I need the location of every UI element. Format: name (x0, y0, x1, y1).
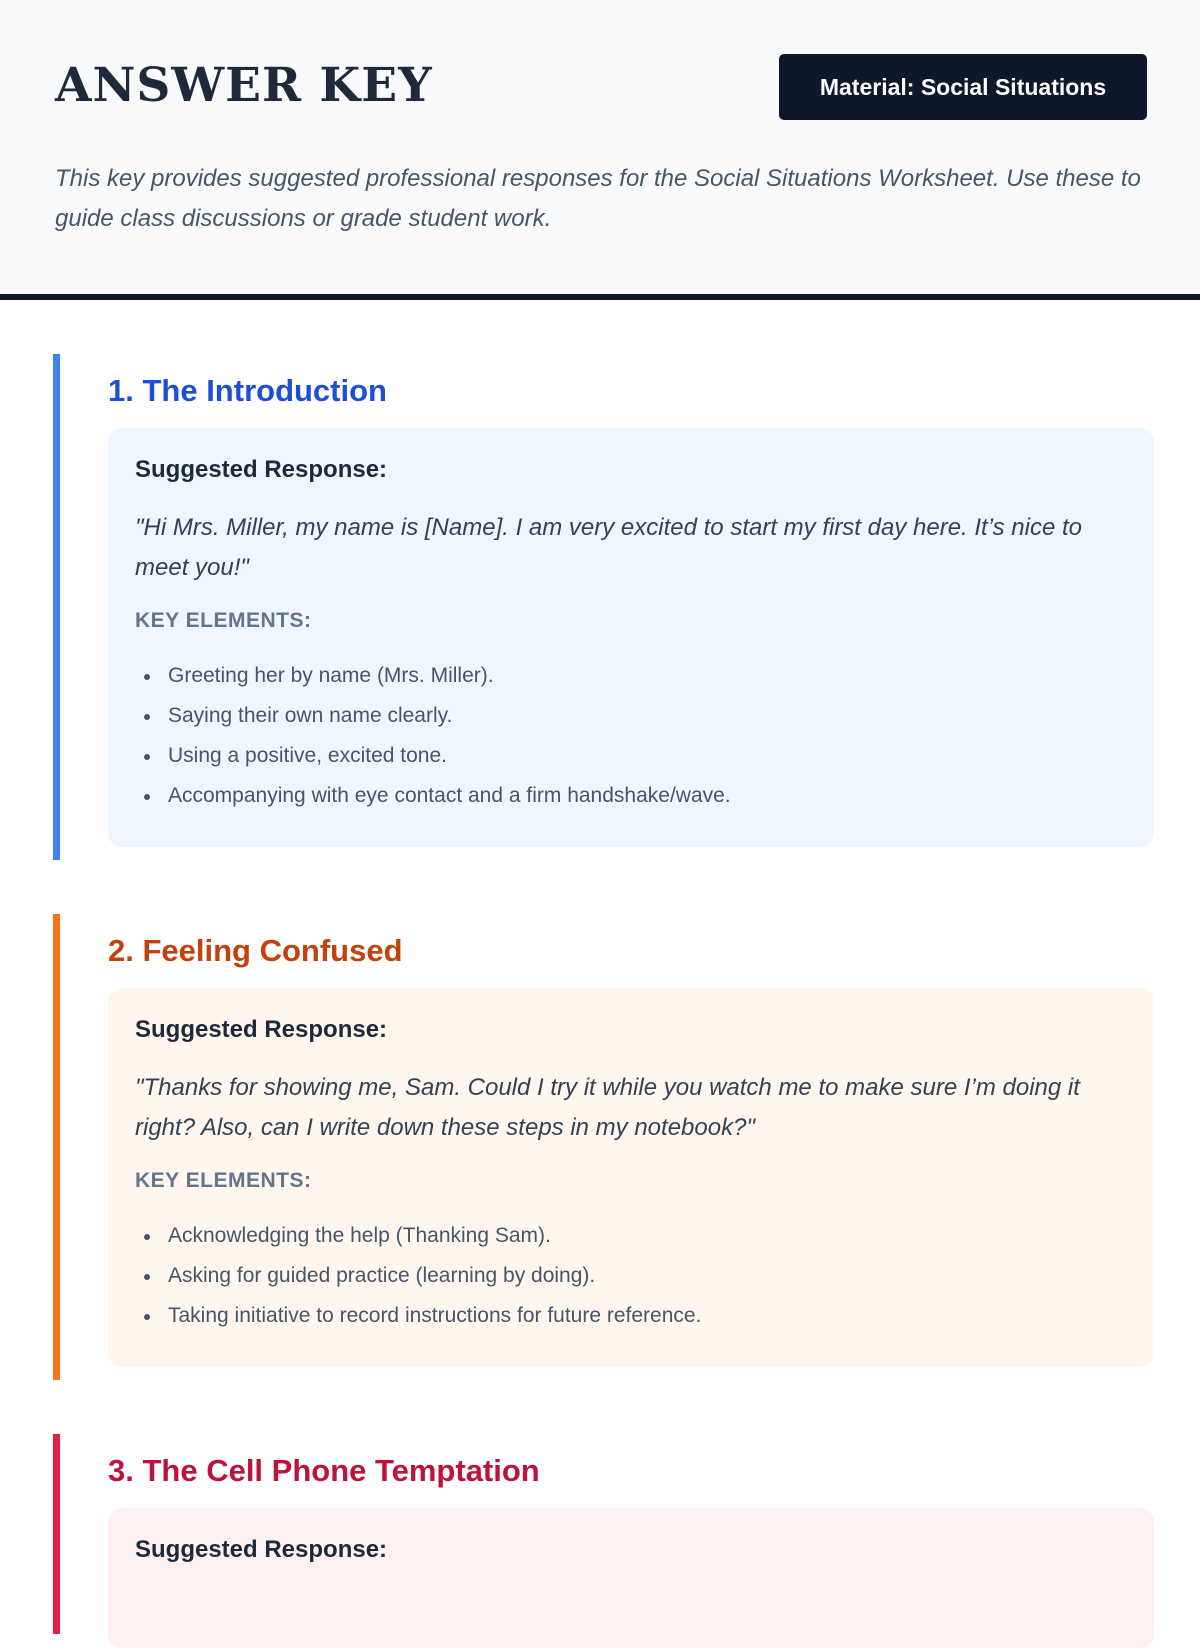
section-feeling-confused (53, 914, 1147, 1380)
response-card (108, 988, 1154, 1367)
suggested-response-label: Suggested Response: (135, 456, 388, 483)
key-elements-list (135, 1216, 1128, 1336)
page-title: ANSWER KEY (55, 58, 433, 113)
list-item: Using a positive, excited tone. (135, 736, 1128, 776)
list-item: Asking for guided practice (learning by doing). (135, 1256, 1128, 1296)
list-item: Taking initiative to record instructions for future reference. (135, 1296, 1128, 1336)
material-badge: Material: Social Situations (779, 54, 1147, 120)
list-item: Acknowledging the help (Thanking Sam). (135, 1216, 1128, 1256)
section-title: 1. The Introduction (108, 373, 387, 408)
list-item: Greeting her by name (Mrs. Miller). (135, 656, 1128, 696)
section-title: 3. The Cell Phone Temptation (108, 1453, 540, 1488)
suggested-response-label: Suggested Response: (135, 1016, 388, 1043)
section-title: 2. Feeling Confused (108, 933, 403, 968)
response-card (108, 1508, 1154, 1648)
key-elements-list (135, 656, 1128, 816)
section-introduction (53, 354, 1147, 860)
answer-key-header (0, 0, 1200, 300)
section-cell-phone-temptation (53, 1434, 1147, 1634)
list-item: Accompanying with eye contact and a firm handshake/wave. (135, 776, 1128, 816)
suggested-response-label: Suggested Response: (135, 1536, 388, 1563)
list-item: Saying their own name clearly. (135, 696, 1128, 736)
intro-text: This key provides suggested professional responses for the Social Situations Worksheet. Use these to guide class discussions or grade student work. (55, 165, 1141, 232)
key-elements-label: KEY ELEMENTS: (135, 609, 312, 632)
key-elements-label: KEY ELEMENTS: (135, 1169, 312, 1192)
response-card (108, 428, 1154, 847)
suggested-response-text: "Thanks for showing me, Sam. Could I try it while you watch me to make sure I’m doing it right? Also, can I write down these steps in my notebook?" (135, 1074, 1080, 1141)
suggested-response-text: "Hi Mrs. Miller, my name is [Name]. I am very excited to start my first day here. It’s nice to meet you!" (135, 514, 1082, 581)
